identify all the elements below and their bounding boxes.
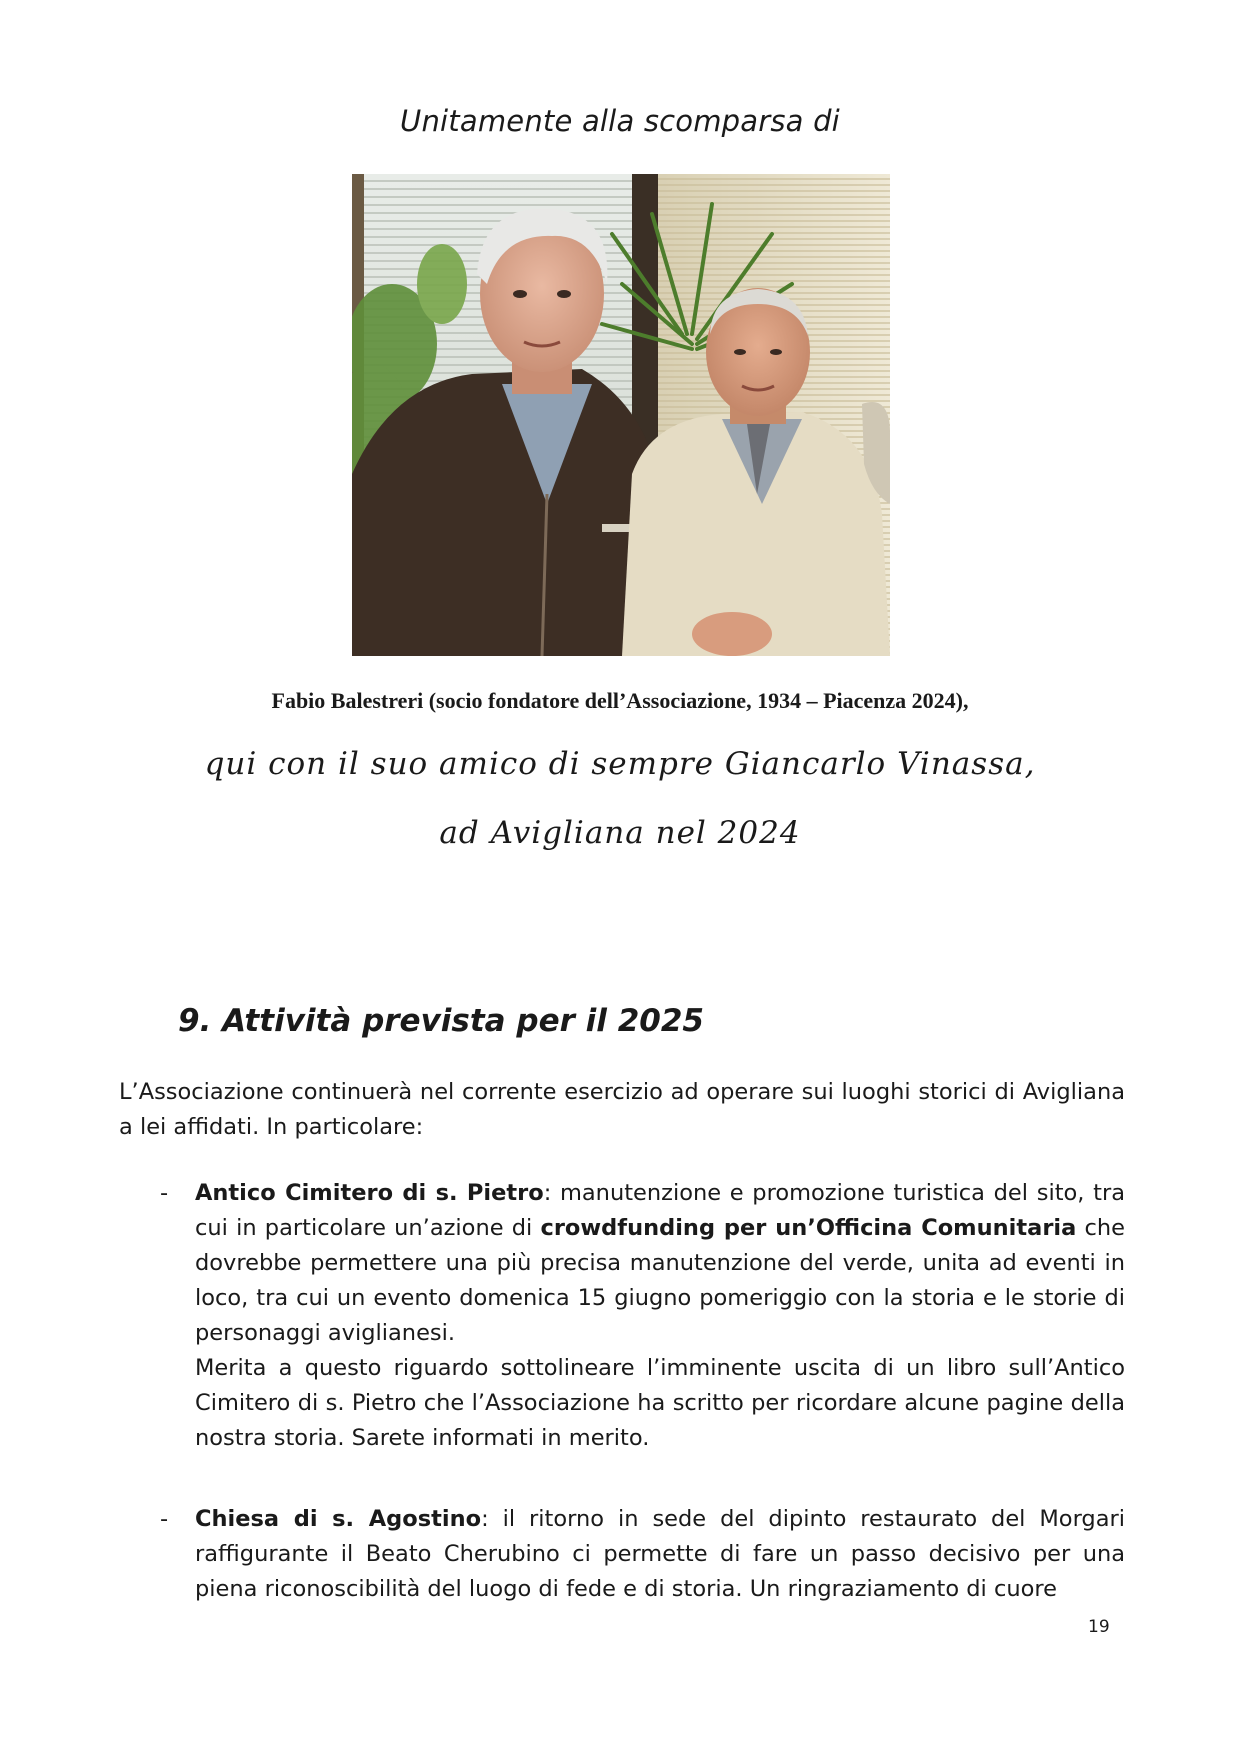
- list-item-text: [195, 1502, 1125, 1607]
- list-dash: -: [160, 1180, 169, 1206]
- photo-two-men: [352, 174, 890, 656]
- intro-line: Unitamente alla scomparsa di: [400, 104, 840, 138]
- list-item-title: Chiesa di s. Agostino: [195, 1506, 482, 1532]
- intro-paragraph: L’Associazione continuerà nel corrente esercizio ad operare sui luoghi storici di Avigliana a lei affidati. In particolare:: [119, 1079, 1125, 1140]
- list-item-text-a: : il ritorno in sede del dipinto restaurato del Morgari raffigurante il Beato Cherubino ci permette di fare un passo decisivo per una piena riconoscibilità del luogo di fede e di storia. Un ringraziamento di cuore: [195, 1506, 1125, 1602]
- photo-caption-line-1: qui con il suo amico di sempre Giancarlo Vinassa,: [204, 746, 1036, 782]
- page-number: 19: [1088, 1617, 1110, 1637]
- list-item-text-a: : manutenzione e promozione turistica del sito, tra cui in particolare un’azione di: [195, 1180, 1125, 1241]
- list-item-cimitero: [160, 1176, 1125, 1456]
- list-item-chiesa: [160, 1502, 1125, 1607]
- list-item-title: Antico Cimitero di s. Pietro: [195, 1180, 544, 1206]
- list-item-text: [195, 1176, 1125, 1351]
- list-item-highlight: crowdfunding per un’Officina Comunitaria: [540, 1215, 1077, 1241]
- section-heading: 9. Attività prevista per il 2025: [178, 1003, 705, 1039]
- photo-caption-line-2: ad Avigliana nel 2024: [439, 815, 801, 851]
- photo-caption-names: Fabio Balestreri (socio fondatore dell’Associazione, 1934 – Piacenza 2024),: [271, 688, 969, 713]
- list-item-text-c: che dovrebbe permettere una più precisa manutenzione del verde, unita ad eventi in loco, tra cui un evento domenica 15 giugno pomeriggio con la storia e le storie di personaggi aviglianesi.: [195, 1215, 1125, 1346]
- list-dash: -: [160, 1506, 169, 1532]
- list-item-text-d: Merita a questo riguardo sottolineare l’imminente uscita di un libro sull’Antico Cimitero di s. Pietro che l’Associazione ha scritto per ricordare alcune pagine della nostra storia. Sarete informati in merito.: [195, 1355, 1125, 1451]
